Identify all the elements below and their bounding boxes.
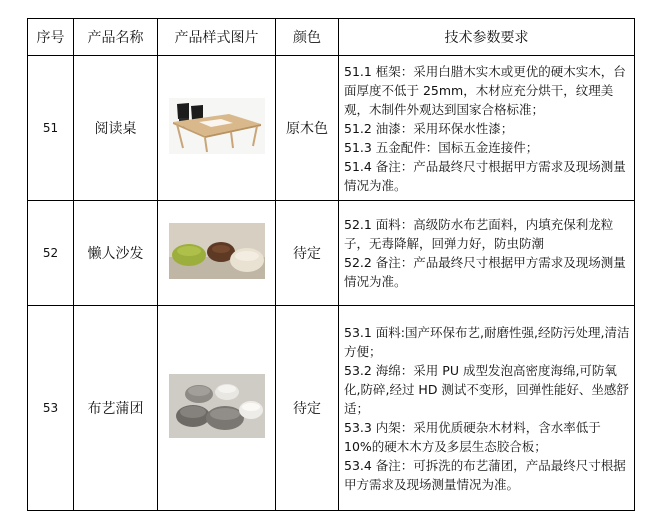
spec-line: 51.3 五金配件：国标五金连接件；: [344, 139, 539, 155]
row-number: 51: [28, 56, 74, 201]
product-image-cell: [158, 56, 276, 201]
header-cell: 产品名称: [74, 19, 158, 56]
product-name: 阅读桌: [74, 56, 158, 201]
product-image-cell: [158, 306, 276, 511]
row-number: 52: [28, 201, 74, 306]
fabric-pouf-image: [169, 374, 265, 438]
table-row: [28, 306, 635, 511]
spec-line: 53.4 备注：可拆洗的布艺蒲团，产品最终尺寸根据甲方需求及现场测量情况为准。: [344, 457, 626, 492]
spec-line: 51.2 油漆：采用环保水性漆；: [344, 120, 514, 136]
spec-line: 53.1 面料:国产环保布艺,耐磨性强,经防污处理,清洁方便；: [344, 324, 630, 359]
spec-line: 51.4 备注：产品最终尺寸根据甲方需求及现场测量情况为准。: [344, 158, 626, 193]
product-name: 懒人沙发: [74, 201, 158, 306]
spec-line: 52.1 面料：高级防水布艺面料，内填充保利龙粒子，无毒降解，回弹力好，防虫防潮: [344, 217, 614, 251]
header-cell: 颜色: [276, 19, 339, 56]
spec-cell: [339, 306, 635, 511]
row-number: 53: [28, 306, 74, 511]
spec-line: 52.2 备注：产品最终尺寸根据甲方需求及现场测量情况为准。: [344, 255, 626, 289]
bean-bag-sofa-image: [169, 223, 265, 279]
header-cell: 序号: [28, 19, 74, 56]
header-cell: 技术参数要求: [339, 19, 635, 56]
header-row: [28, 19, 635, 56]
spec-cell: [339, 201, 635, 306]
product-spec-table: [27, 18, 635, 511]
product-color: 原木色: [276, 56, 339, 201]
spec-line: 53.3 内架：采用优质硬杂木材料，含水率低于 10%的硬木木方及多层生态胶合板；: [344, 419, 601, 454]
table-row: [28, 56, 635, 201]
header-cell: 产品样式图片: [158, 19, 276, 56]
reading-desk-image: [169, 98, 265, 154]
product-name: 布艺蒲团: [74, 306, 158, 511]
product-color: 待定: [276, 306, 339, 511]
spec-cell: [339, 56, 635, 201]
table-row: [28, 201, 635, 306]
spec-line: 51.1 框架：采用白腊木实木或更优的硬木实木，台面厚度不低于 25mm，木材应充分烘干，纹理美观，木制件外观达到国家合格标准；: [344, 63, 626, 117]
product-color: 待定: [276, 201, 339, 306]
spec-line: 53.2 海绵：采用 PU 成型发泡高密度海绵,可防氧化,防碎,经过 HD 测试不变形，回弹性能好、坐感舒适；: [344, 362, 629, 416]
product-image-cell: [158, 201, 276, 306]
